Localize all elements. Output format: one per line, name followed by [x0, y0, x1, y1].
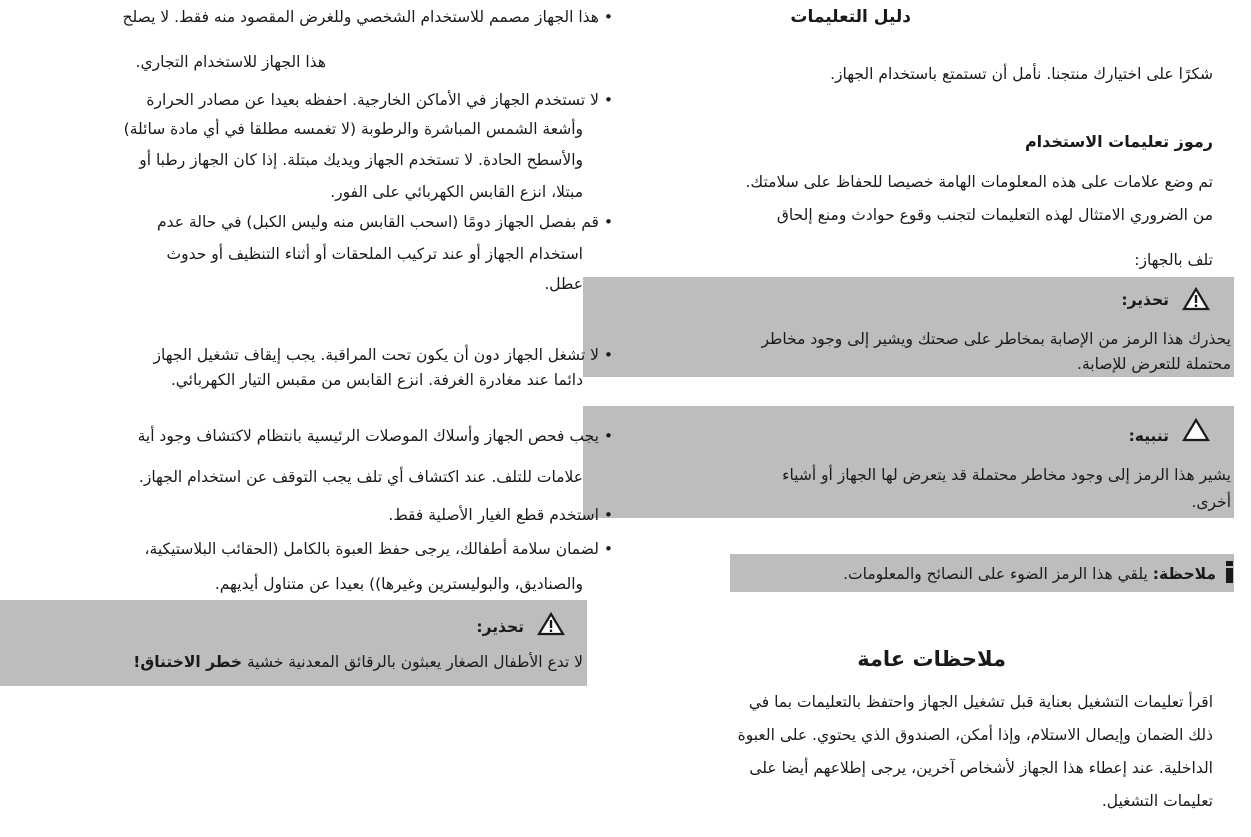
bullet-line-14: • استخدم قطع الغيار الأصلية فقط. — [388, 506, 613, 524]
bullet-line-9: عطل. — [544, 275, 583, 293]
general-line-1: اقرأ تعليمات التشغيل بعناية قبل تشغيل الجهاز واحتفظ بالتعليمات بما في — [748, 693, 1213, 711]
choking-warning-title: تحذير: — [476, 618, 524, 636]
caution-box-line-2: أخرى. — [1191, 493, 1231, 511]
bullet-line-16: والصناديق، والبوليسترين وغيرها)) بعيدا عن متناول أيديهم. — [214, 575, 583, 593]
bullet-line-7: • قم بفصل الجهاز دومًا (اسحب القابس منه وليس الكبل) في حالة عدم — [157, 213, 613, 231]
bullet-line-8: استخدام الجهاز أو عند تركيب الملحقات أو أثناء التنظيف أو حدوث — [166, 245, 583, 263]
general-line-4: تعليمات التشغيل. — [1101, 792, 1213, 810]
choking-warning-text — [133, 650, 583, 674]
caution-box — [583, 406, 1234, 518]
choking-warning-body: لا تدع الأطفال الصغار يعبثون بالرقائق المعدنية خشية — [242, 653, 583, 671]
bullet-line-12: • يجب فحص الجهاز وأسلاك الموصلات الرئيسية بانتظام لاكتشاف وجود أية — [137, 427, 613, 445]
bullet-line-1: • هذا الجهاز مصمم للاستخدام الشخصي وللغرض المقصود منه فقط. لا يصلح — [122, 8, 613, 26]
bullet-line-5: والأسطح الحادة. لا تستخدم الجهاز ويديك مبتلة. إذا كان الجهاز رطبا أو — [139, 151, 583, 169]
choking-hazard-emphasis: خطر الاختناق! — [133, 653, 243, 671]
thanks-text: شكرًا على اختيارك منتجنا. نأمل أن تستمتع باستخدام الجهاز. — [830, 65, 1213, 83]
bullet-line-15: • لضمان سلامة أطفالك، يرجى حفظ العبوة بالكامل (الحقائب البلاستيكية، — [144, 540, 613, 558]
warning-box-line-1: يحذرك هذا الرمز من الإصابة بمخاطر على صحتك ويشير إلى وجود مخاطر — [761, 330, 1231, 348]
note-box-body: يلقي هذا الرمز الضوء على النصائح والمعلومات. — [843, 565, 1148, 583]
bullet-line-10: • لا تشغل الجهاز دون أن يكون تحت المراقبة. يجب إيقاف تشغيل الجهاز — [153, 346, 613, 364]
manual-heading: دليل التعليمات — [790, 7, 911, 27]
symbols-line-2: من الضروري الامتثال لهذه التعليمات لتجنب وقوع حوادث ومنع إلحاق — [776, 206, 1213, 224]
symbols-line-3: تلف بالجهاز: — [1134, 251, 1213, 269]
general-notes-heading: ملاحظات عامة — [857, 647, 1006, 671]
choking-warning-triangle-icon — [537, 612, 565, 636]
bullet-line-11: دائما عند مغادرة الغرفة. انزع القابس من مقبس التيار الكهربائي. — [170, 371, 583, 389]
general-line-2: ذلك الضمان وإيصال الاستلام، وإذا أمكن، الصندوق الذي يحتوي. على العبوة — [737, 726, 1213, 744]
general-line-3: الداخلية. عند إعطاء هذا الجهاز لأشخاص آخرين، يرجى إطلاعهم أيضا على — [749, 759, 1213, 777]
bullet-line-3: • لا تستخدم الجهاز في الأماكن الخارجية. احفظه بعيدا عن مصادر الحرارة — [146, 91, 613, 109]
bullet-line-13: علامات للتلف. عند اكتشاف أي تلف يجب التوقف عن استخدام الجهاز. — [138, 468, 583, 486]
symbols-line-1: تم وضع علامات على هذه المعلومات الهامة خصيصا للحفاظ على سلامتك. — [745, 173, 1213, 191]
warning-box-title: تحذير: — [1121, 291, 1169, 309]
caution-box-title: تنبيه: — [1128, 427, 1169, 445]
warning-triangle-icon — [1182, 287, 1210, 311]
bullet-line-2: هذا الجهاز للاستخدام التجاري. — [135, 53, 326, 71]
caution-triangle-icon — [1182, 418, 1210, 442]
note-box-label: ملاحظة: — [1152, 565, 1216, 583]
caution-box-line-1: يشير هذا الرمز إلى وجود مخاطر محتملة قد يتعرض لها الجهاز أو أشياء — [782, 466, 1231, 484]
note-box-text — [843, 562, 1216, 586]
warning-box-line-2: محتملة للتعرض للإصابة. — [1077, 355, 1231, 373]
bullet-line-4: وأشعة الشمس المباشرة والرطوبة (لا تغمسه مطلقا في أي مادة سائلة) — [123, 120, 583, 138]
bullet-line-6: مبتلا، انزع القابس الكهربائي على الفور. — [330, 183, 583, 201]
symbols-heading: رموز تعليمات الاستخدام — [1024, 132, 1213, 151]
info-icon — [1225, 561, 1234, 583]
